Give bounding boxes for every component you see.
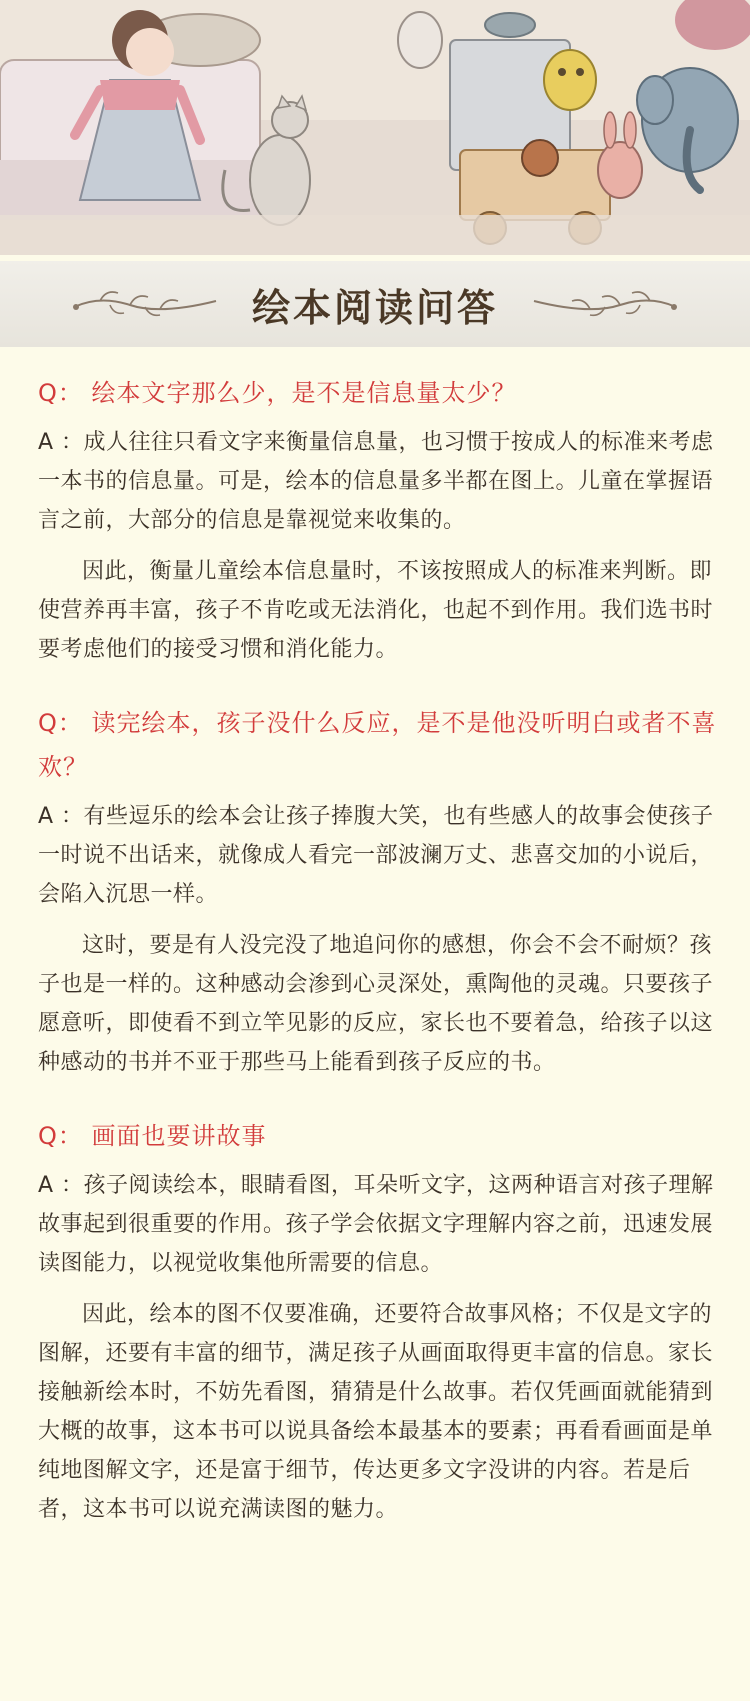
qa-item	[38, 701, 718, 1082]
left-ornament-icon	[70, 287, 220, 321]
answer-text: A ：成人往往只看文字来衡量信息量，也习惯于按成人的标准来考虑一本书的信息量。可是，绘本的信息量多半都在图上。儿童在掌握语言之前，大部分的信息是靠视觉来收集的。	[38, 430, 714, 533]
answer-paragraph: 这时，要是有人没完没了地追问你的感想，你会不会不耐烦？孩子也是一样的。这种感动会渗到心灵深处，熏陶他的灵魂。只要孩子愿意听，即使看不到立竿见影的反应，家长也不要着急，给孩子以这种感动的书并不亚于那些马上能看到孩子反应的书。	[38, 933, 714, 1075]
right-ornament-icon	[530, 287, 680, 321]
qa-content	[0, 347, 750, 1529]
qa-item	[38, 371, 718, 669]
question-text: Q： 读完绘本，孩子没什么反应，是不是他没听明白或者不喜欢？	[38, 709, 717, 781]
question-text: Q： 绘本文字那么少，是不是信息量太少？	[38, 379, 517, 407]
picture-book-illustration	[0, 0, 750, 255]
answer-text: A ：有些逗乐的绘本会让孩子捧腹大笑，也有些感人的故事会使孩子一时说不出话来，就像成人看完一部波澜万丈、悲喜交加的小说后，会陷入沉思一样。	[38, 804, 714, 907]
answer-paragraph: 因此，衡量儿童绘本信息量时，不该按照成人的标准来判断。即使营养再丰富，孩子不肯吃或无法消化，也起不到作用。我们选书时要考虑他们的接受习惯和消化能力。	[38, 559, 714, 662]
qa-item	[38, 1114, 718, 1529]
title-banner	[0, 255, 750, 347]
hero-illustration	[0, 0, 750, 255]
answer-text: A ：孩子阅读绘本，眼睛看图，耳朵听文字，这两种语言对孩子理解故事起到很重要的作用。孩子学会依据文字理解内容之前，迅速发展读图能力，以视觉收集他所需要的信息。	[38, 1173, 714, 1276]
page-title: 绘本阅读问答	[251, 284, 498, 330]
answer-paragraph: 因此，绘本的图不仅要准确，还要符合故事风格；不仅是文字的图解，还要有丰富的细节，满足孩子从画面取得更丰富的信息。家长接触新绘本时，不妨先看图，猜猜是什么故事。若仅凭画面就能猜到大概的故事，这本书可以说具备绘本最基本的要素；再看看画面是单纯地图解文字，还是富于细节，传达更多文字没讲的内容。若是后者，这本书可以说充满读图的魅力。	[38, 1302, 714, 1522]
question-text: Q： 画面也要讲故事	[38, 1122, 267, 1150]
